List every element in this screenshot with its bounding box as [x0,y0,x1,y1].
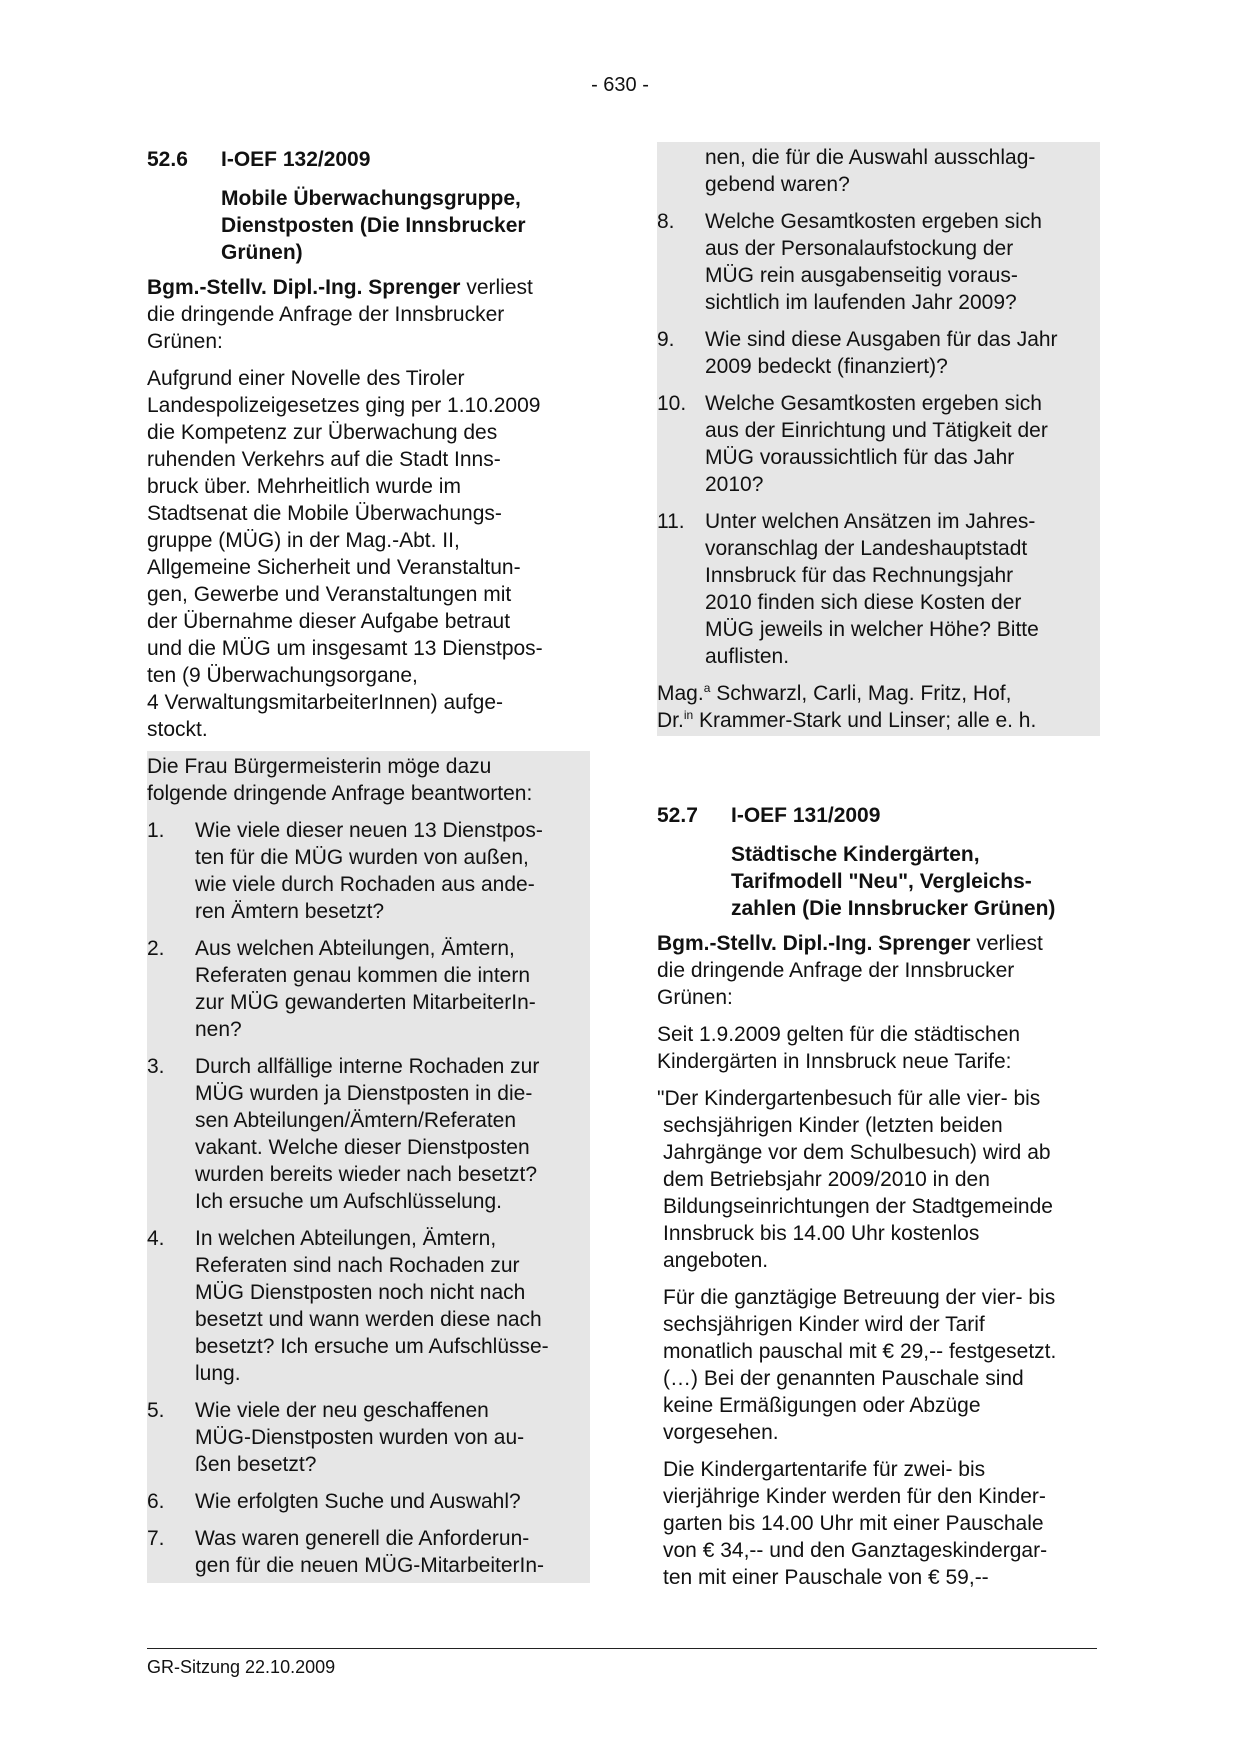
list-item: 8. Welche Gesamtkosten ergeben sich aus der Personalaufstockung der MÜG rein ausgabenseitig voraus- sichtlich im laufenden Jahr 2009? [657,210,1042,314]
section-heading-52-6 [147,146,587,173]
question-list [147,817,590,1583]
list-item: 4. In welchen Abteilungen, Ämtern, Referaten sind nach Rochaden zur MÜG Dienstposten noch nicht nach besetzt und wann werden diese nach besetzt? Ich ersuche um Aufschlüsse- lung. [147,1227,549,1385]
list-item: 3. Durch allfällige interne Rochaden zur MÜG wurden ja Dienstposten in die- sen Abteilungen/Ämtern/Referaten vakant. Welche dieser Dienstposten wurden bereits wieder nach besetzt? Ich ersuche um Aufschlüsselung. [147,1055,540,1213]
body-paragraph: Seit 1.9.2009 gelten für die städtischen Kindergärten in Innsbruck neue Tarife: [657,1023,1021,1073]
footer-text: GR-Sitzung 22.10.2009 [147,1657,336,1677]
list-item: 10. Welche Gesamtkosten ergeben sich aus der Einrichtung und Tätigkeit der MÜG voraussichtlich für das Jahr 2010? [657,392,1048,496]
list-item: 11. Unter welchen Ansätzen im Jahres- voranschlag der Landeshauptstadt Innsbruck für das Rechnungsjahr 2010 finden sich diese Kosten der MÜG jeweils in welcher Höhe? Bitte auflisten. [657,510,1039,668]
footer-divider [147,1648,1097,1649]
speaker-line: Bgm.-Stellv. Dipl.-Ing. Sprenger verliest die dringende Anfrage der Innsbrucker Grünen: [147,276,533,353]
speaker-line: Bgm.-Stellv. Dipl.-Ing. Sprenger verliest die dringende Anfrage der Innsbrucker Grünen: [657,932,1043,1009]
body-paragraph: Aufgrund einer Novelle des Tiroler Landespolizeigesetzes ging per 1.10.2009 die Kompetenz zur Überwachung des ruhenden Verkehrs auf die Stadt Inns- bruck über. Mehrheitlich wurde im Stadtsenat die Mobile Überwachungs- gruppe (MÜG) in der Mag.-Abt. II, Allgemeine Sicherheit und Veranstaltun- gen, Gewerbe und Veranstaltungen mit der Übernahme dieser Aufgabe betraut und die MÜG um insgesamt 13 Dienstpos- ten (9 Überwachungsorgane, 4 VerwaltungsmitarbeiterInnen) aufge- stockt. [147,367,543,741]
signers: Mag.$^a$ Schwarzl, Carli, Mag. Fritz, Hof, Dr.$^{in}$ Krammer-Stark und Linser; alle e. h. [657,681,1037,732]
question-7-continued: nen, die für die Auswahl ausschlag- gebend waren? [705,146,1036,196]
section-title: Mobile Überwachungsgruppe, Dienstposten (Die Innsbrucker Grünen) [221,187,526,264]
list-item: 7. Was waren generell die Anforderun- gen für die neuen MÜG-MitarbeiterIn- [147,1527,544,1577]
section-heading-52-7 [657,802,1097,829]
section-code: I-OEF 131/2009 [731,804,881,827]
inquiry-block [147,751,590,1583]
speaker-name: Bgm.-Stellv. Dipl.-Ing. Sprenger [657,932,971,955]
inquiry-intro: Die Frau Bürgermeisterin möge dazu folgende dringende Anfrage beantworten: [147,755,533,805]
right-column [657,146,1097,1601]
section-number: 52.7 [657,804,698,827]
quote-paragraph: Die Kindergartentarife für zwei- bis vierjährige Kinder werden für den Kinder- garten bis 14.00 Uhr mit einer Pauschale von € 34,-- und den Ganztageskindergar- ten mit einer Pauschale von € 59,-- [663,1458,1048,1589]
section-number: 52.6 [147,148,188,171]
speaker-name: Bgm.-Stellv. Dipl.-Ing. Sprenger [147,276,461,299]
section-title: Städtische Kindergärten, Tarifmodell "Neu", Vergleichs- zahlen (Die Innsbrucker Grünen) [731,843,1056,920]
quote-paragraph: Für die ganztägige Betreuung der vier- bis sechsjährigen Kinder wird der Tarif monatlich pauschal mit € 29,-- festgesetzt. (…) Bei der genannten Pauschale sind keine Ermäßigungen oder Abzüge vorgesehen. [663,1286,1057,1444]
list-item: 6. Wie erfolgten Suche und Auswahl? [147,1490,521,1513]
list-item: 5. Wie viele der neu geschaffenen MÜG-Dienstposten wurden von au- ßen besetzt? [147,1399,525,1476]
left-column [147,146,587,1583]
list-item: 9. Wie sind diese Ausgaben für das Jahr 2009 bedeckt (finanziert)? [657,328,1058,378]
page-number: - 630 - [591,74,649,96]
quote-paragraph: "Der Kindergartenbesuch für alle vier- bis sechsjährigen Kinder (letzten beiden Jahrgänge vor dem Schulbesuch) wird ab dem Betriebsjahr 2009/2010 in den Bildungseinrichtungen der Stadtgemeinde Innsbruck bis 14.00 Uhr kostenlos angeboten. [657,1087,1053,1272]
list-item: 1. Wie viele dieser neuen 13 Dienstpos- ten für die MÜG wurden von außen, wie viele durch Rochaden aus ande- ren Ämtern besetzt? [147,819,543,923]
question-list-continued [657,208,1100,670]
list-item: 2. Aus welchen Abteilungen, Ämtern, Referaten genau kommen die intern zur MÜG gewanderten MitarbeiterIn- nen? [147,937,536,1041]
section-code: I-OEF 132/2009 [221,148,371,171]
inquiry-block-continued [657,142,1100,736]
